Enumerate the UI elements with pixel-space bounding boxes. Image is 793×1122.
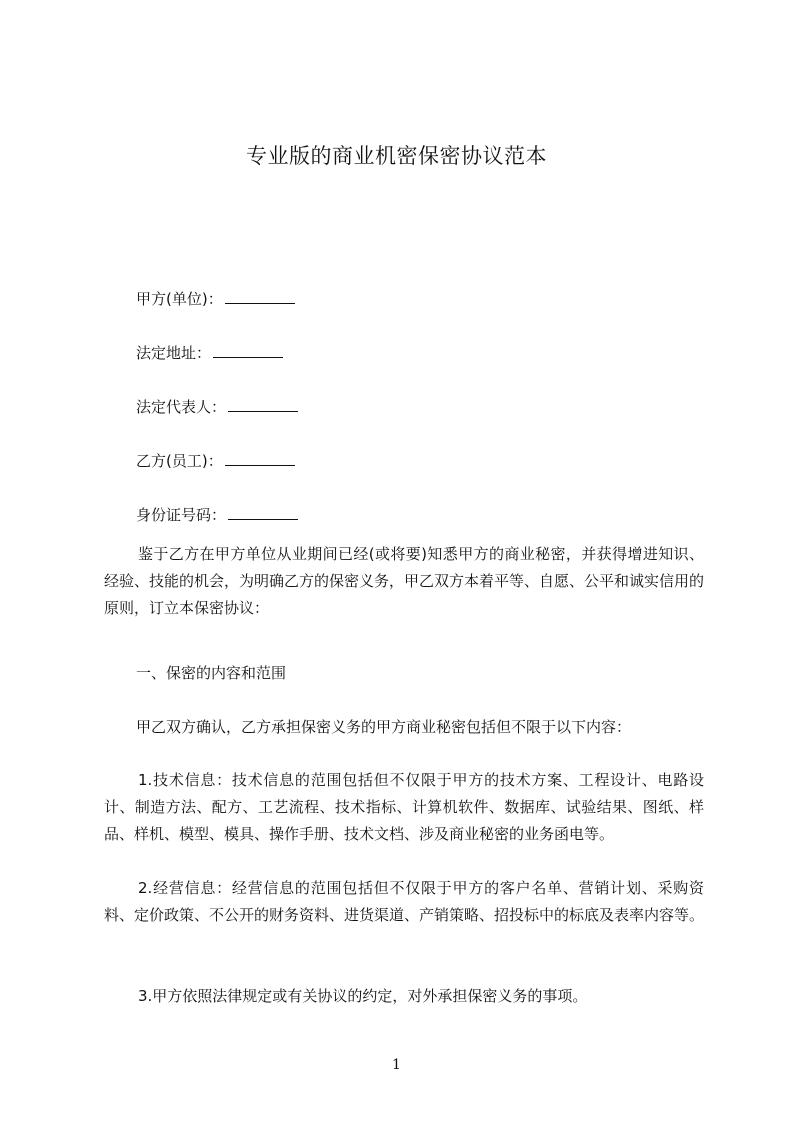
list-item: 3.甲方依照法律规定或有关协议的约定，对外承担保密义务的事项。	[138, 987, 588, 1005]
list-item: 2.经营信息：经营信息的范围包括但不仅限于甲方的客户名单、营销计划、采购资料、定价政策、不公开的财务资料、进货渠道、产销策略、招投标中的标底及表率内容等。	[104, 879, 705, 924]
fill-in-blank[interactable]	[228, 504, 298, 520]
fill-in-blank[interactable]	[228, 396, 298, 412]
field-label: 法定地址：	[136, 344, 212, 362]
field-label: 乙方(员工)：	[136, 452, 223, 470]
field-party-b	[136, 448, 295, 475]
preamble-paragraph: 鉴于乙方在甲方单位从业期间已经(或将要)知悉甲方的商业秘密，并获得增进知识、经验、技能的机会，为明确乙方的保密义务，甲乙双方本着平等、自愿、公平和诚实信用的原则，订立本保密协议：	[104, 545, 705, 617]
field-id-number	[136, 502, 298, 529]
document-title: 专业版的商业机密保密协议范本	[246, 144, 547, 168]
fill-in-blank[interactable]	[225, 450, 295, 466]
section-heading: 一、保密的内容和范围	[136, 664, 287, 682]
field-party-a	[136, 286, 295, 313]
field-label: 法定代表人：	[136, 398, 227, 416]
field-legal-address	[136, 340, 283, 367]
field-label: 甲方(单位)：	[136, 290, 223, 308]
field-label: 身份证号码：	[136, 506, 227, 524]
section-intro: 甲乙双方确认，乙方承担保密义务的甲方商业秘密包括但不限于以下内容：	[136, 718, 632, 736]
list-item: 1.技术信息：技术信息的范围包括但不仅限于甲方的技术方案、工程设计、电路设计、制造方法、配方、工艺流程、技术指标、计算机软件、数据库、试验结果、图纸、样品、样机、模型、模具、操作手册、技术文档、涉及商业秘密的业务函电等。	[104, 771, 704, 843]
fill-in-blank[interactable]	[225, 288, 295, 304]
page-number: 1	[392, 1057, 401, 1073]
field-legal-representative	[136, 394, 298, 421]
fill-in-blank[interactable]	[213, 342, 283, 358]
